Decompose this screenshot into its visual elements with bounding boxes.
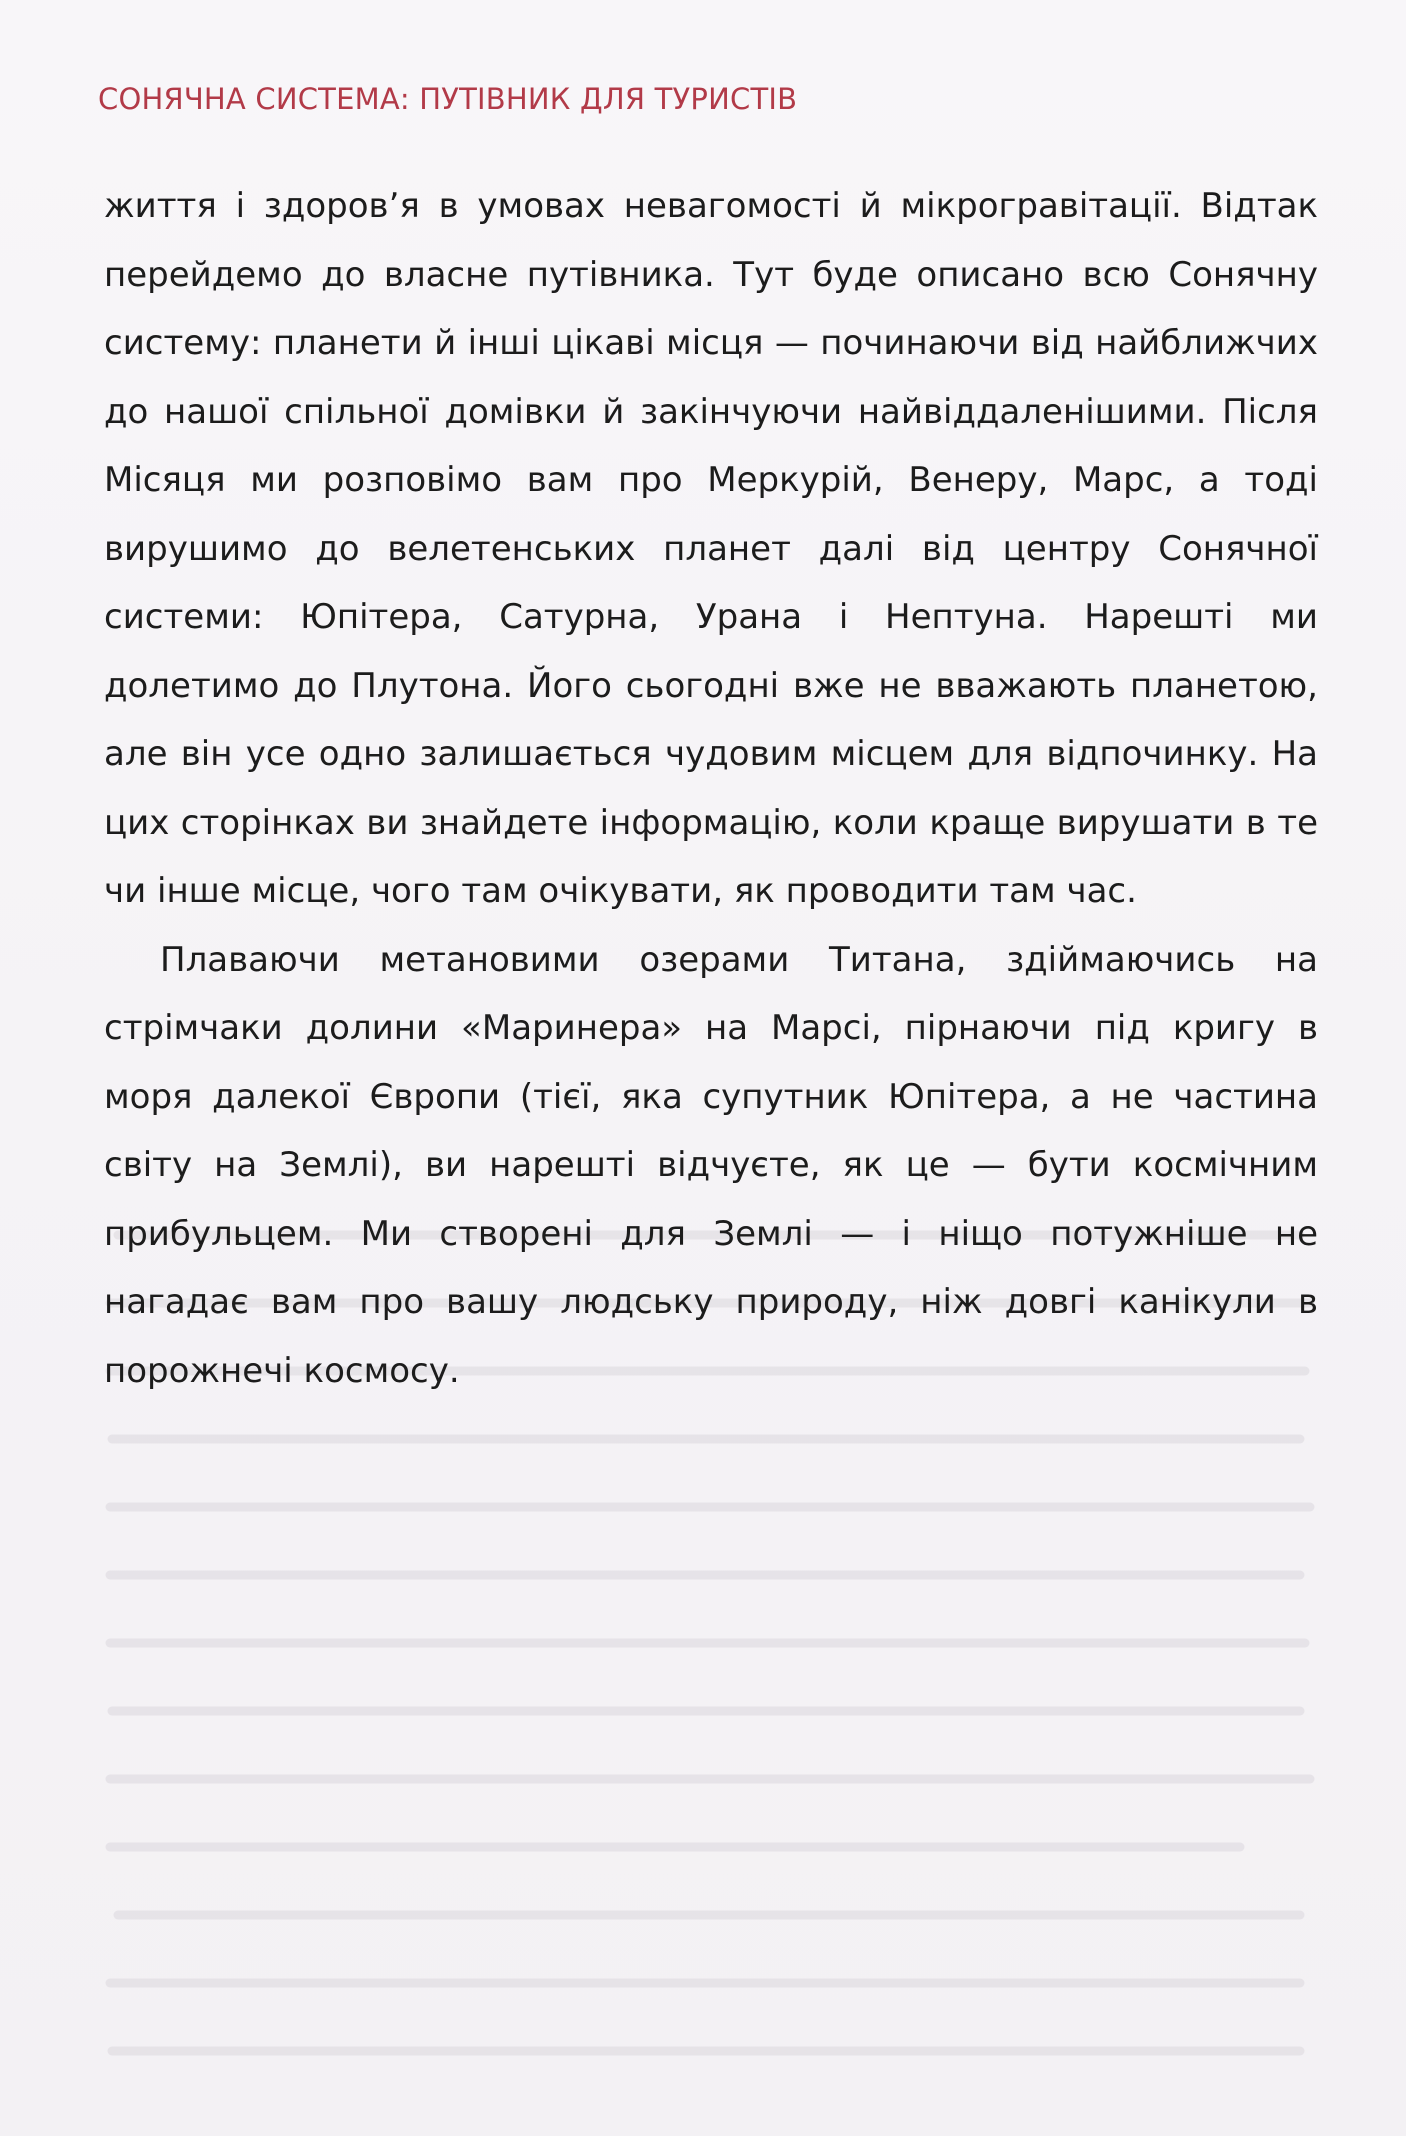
paragraph-1: життя і здоров’я в умовах невагомості й мікрогравітації. Відтак перейдемо до власне путівника. Тут буде описано всю Сонячну систему: планети й інші цікаві місця — починаючи від найближчих до нашої спільної домівки й закінчуючи найвіддаленішими. Після Місяця ми розповімо вам про Меркурій, Венеру, Марс, а тоді вирушимо до велетенських планет далі від центру Сонячної системи: Юпітера, Сатурна, Урана і Нептуна. Нарешті ми долетимо до Плутона. Його сьогодні вже не вважають планетою, але він усе одно залишається чудовим місцем для відпочинку. На цих сторінках ви знайдете інформацію, коли краще вирушати в те чи інше місце, чого там очікувати, як проводити там час. <box>104 186 1318 911</box>
running-head: СОНЯЧНА СИСТЕМА: ПУТІВНИК ДЛЯ ТУРИСТІВ <box>98 82 798 116</box>
body-text <box>104 172 1318 1405</box>
paragraph-2: Плаваючи метановими озерами Титана, здіймаючись на стрімчаки долини «Маринера» на Марсі, пірнаючи під кригу в моря далекої Європи (тієї, яка супутник Юпітера, а не частина світу на Землі), ви нарешті відчуєте, як це — бути космічним прибульцем. Ми створені для Землі — і ніщо потужніше не нагадає вам про вашу людську природу, ніж довгі канікули в порожнечі космосу. <box>104 939 1318 1391</box>
